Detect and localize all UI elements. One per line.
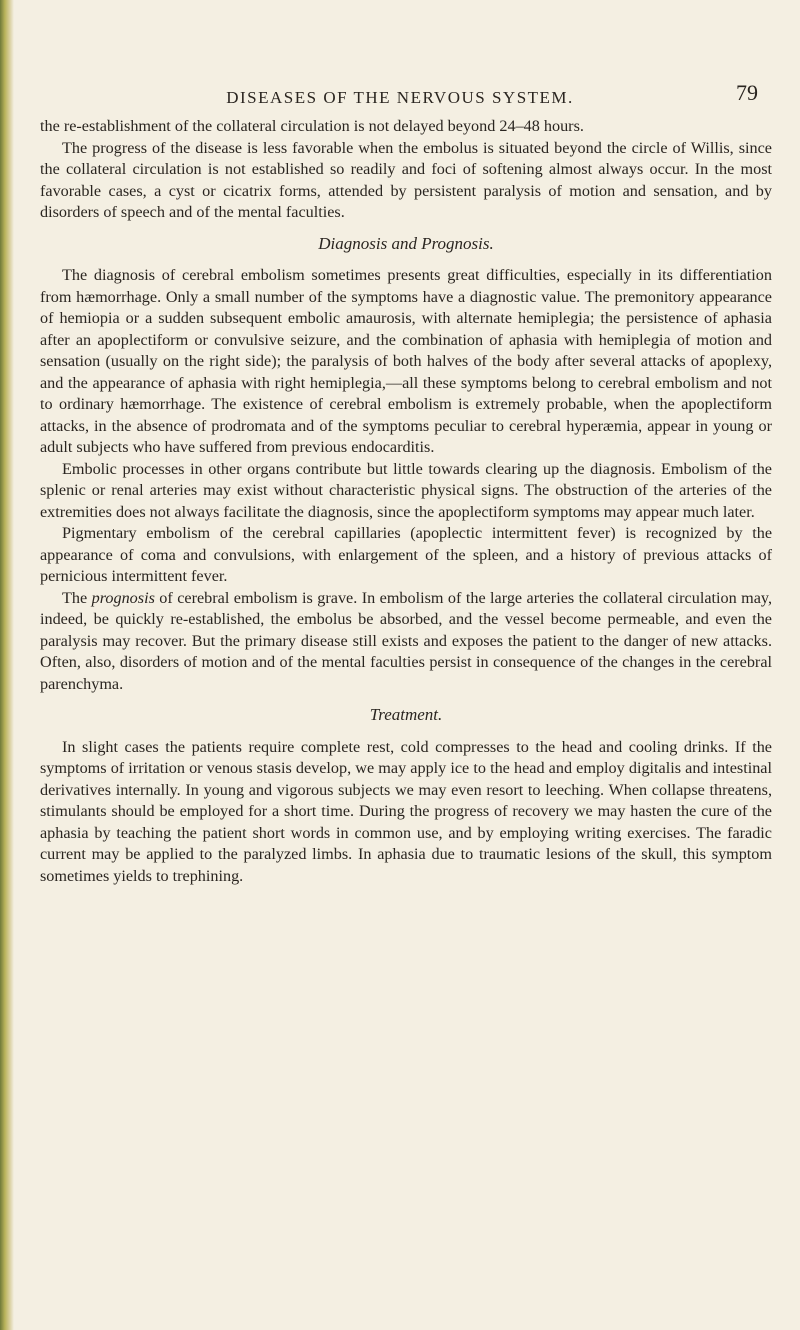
paragraph-diagnosis: The diagnosis of cerebral embolism sometimes presents great difficulties, especially in its differentiation from hæmorrhage. Only a small number of the symptoms have a diagnostic value. The premonitory appearance of hemiopia or a sudden subsequent embolic amaurosis, with alternate hemiplegia; the persistence of aphasia after an apoplectiform or convulsive seizure, and the combination of aphasia with hemiplegia of motion and sensation (usually on the right side); the paralysis of both halves of the body after several attacks of apoplexy, and the appearance of aphasia with right hemiplegia,—all these symptoms belong to cerebral embolism and not to ordinary hæmorrhage. The existence of cerebral embolism is extremely probable, when the apoplectiform attacks, in the absence of prodromata and of the symptoms peculiar to cerebral hyperæmia, appear in young or adult subjects who have suffered from previous endocarditis. <box>40 266 772 456</box>
running-head <box>30 80 770 114</box>
paragraph-pigmentary-embolism: Pigmentary embolism of the cerebral capillaries (apoplectic intermittent fever) is recognized by the appearance of coma and convulsions, with enlargement of the spleen, and a history of previous attacks of pernicious intermittent fever. <box>40 524 772 585</box>
paragraph-progress: The progress of the disease is less favorable when the embolus is situated beyond the circle of Willis, since the collateral circulation is not established so readily and foci of softening almost always occur. In the most favorable cases, a cyst or cicatrix forms, attended by persistent paralysis of motion and sensation, and by disorders of speech and of the mental faculties. <box>40 138 772 221</box>
book-spine-edge <box>0 0 14 1330</box>
page-number: 79 <box>736 80 758 105</box>
running-title: DISEASES OF THE NERVOUS SYSTEM. <box>226 88 574 107</box>
book-page <box>30 0 770 1330</box>
prognosis-lead: The <box>62 588 92 607</box>
paragraph-prognosis <box>40 588 772 696</box>
paragraph-embolic-processes: Embolic processes in other organs contribute but little towards clearing up the diagnosis. Embolism of the splenic or renal arteries may exist without characteristic physical signs. The obstruction of the arteries of the extremities does not always facilitate the diagnosis, since the apoplectiform symptoms may appear much later. <box>40 459 772 521</box>
body-text <box>40 116 772 887</box>
prognosis-term: prognosis <box>91 588 155 607</box>
paragraph-continued: the re-establishment of the collateral circulation is not delayed beyond 24–48 hours. <box>40 117 584 135</box>
prognosis-body: of cerebral embolism is grave. In embolism of the large arteries the collateral circulation may, indeed, be quickly re-established, the embolus be absorbed, and the vessel become permeable, and even the paralysis may recover. But the primary disease still exists and exposes the patient to the danger of new attacks. Often, also, disorders of motion and of the mental faculties persist in consequence of the changes in the cerebral parenchyma. <box>40 588 772 693</box>
heading-treatment: Treatment. <box>369 705 443 724</box>
heading-diagnosis-prognosis: Diagnosis and Prognosis. <box>318 233 494 253</box>
paragraph-treatment: In slight cases the patients require complete rest, cold compresses to the head and cooling drinks. If the symptoms of irritation or venous stasis develop, we may apply ice to the head and employ digitalis and intestinal derivatives internally. In young and vigorous subjects we may even resort to leeching. When collapse threatens, stimulants should be employed for a short time. During the progress of recovery we may hasten the cure of the aphasia by teaching the patient short words in common use, and by employing writing exercises. The faradic current may be applied to the paralyzed limbs. In aphasia due to traumatic lesions of the skull, this symptom sometimes yields to trephining. <box>40 737 772 885</box>
